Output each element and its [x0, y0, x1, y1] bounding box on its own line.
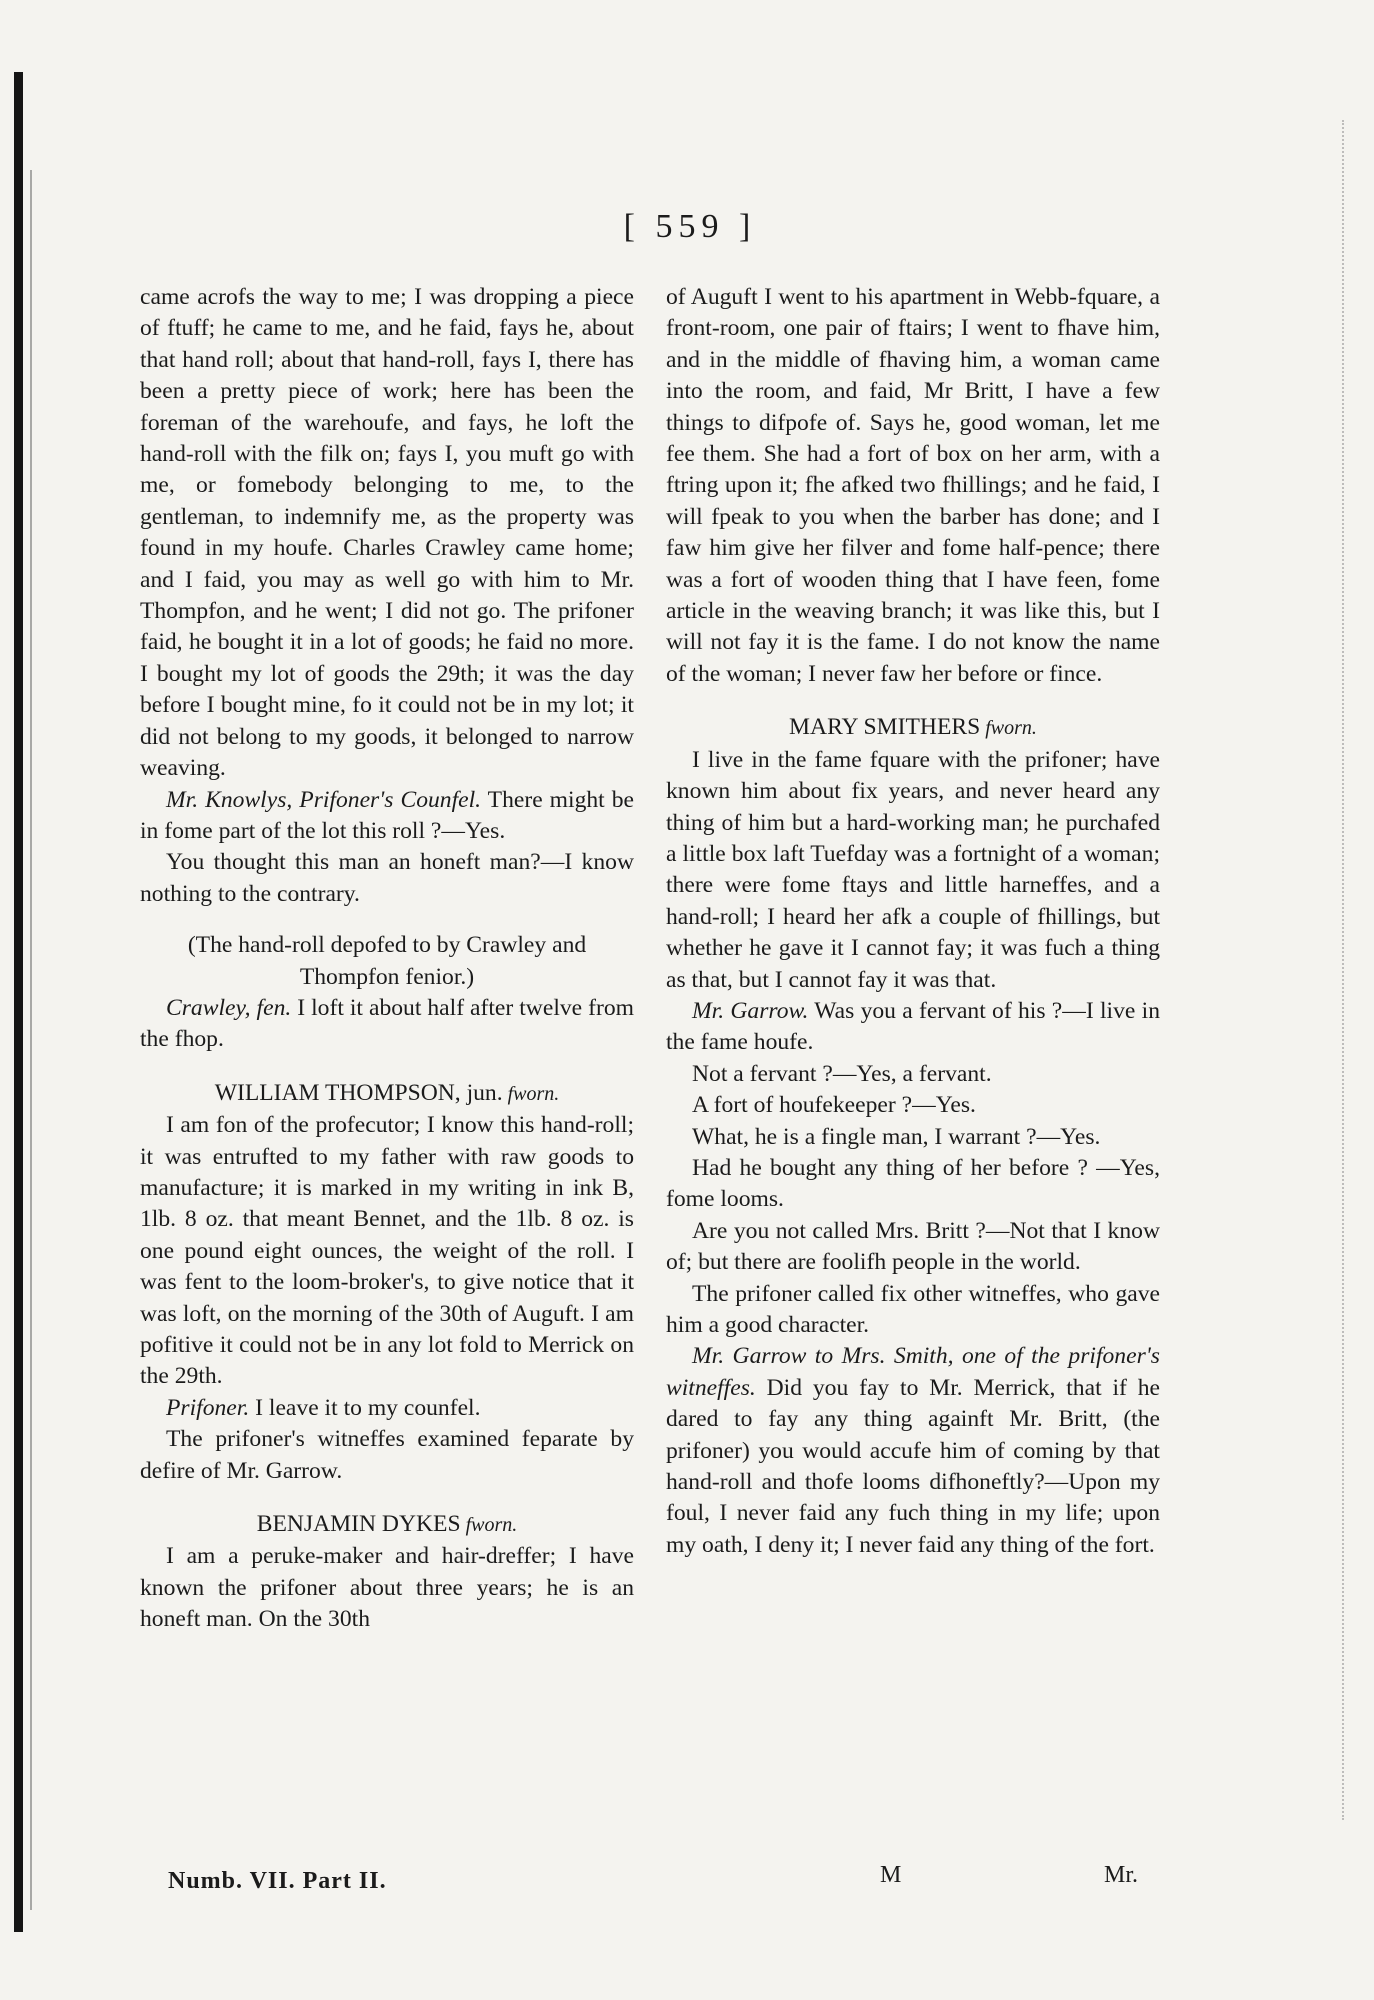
paragraph-text: Not a fervant ?—Yes, a fervant.: [692, 1060, 992, 1087]
right-column: [666, 282, 1160, 1561]
testimony-paragraph: [140, 785, 634, 848]
book-spine-shadow: [14, 72, 23, 1932]
witness-heading: [666, 712, 1160, 744]
paragraph-text: I am a peruke-maker and hair-dreffer; I have known the prifoner about three years; he is an honeft man. On the 30th: [140, 1543, 634, 1633]
paragraph-text: Did you fay to Mr. Merrick, that if he dared to fay any thing againft Mr. Britt, (the prifoner) you would accufe him of coming by that hand-roll and thofe looms difhoneftly?—Upon my foul, I never faid any fuch thing in my life; upon my oath, I deny it; I never faid any thing of the fort.: [666, 1374, 1160, 1558]
paragraph-text: There might be in fome part of the lot this roll ?—Yes.: [140, 786, 634, 844]
paragraph-text: (The hand-roll depofed to by Crawley and Thompfon fenior.): [187, 932, 587, 990]
testimony-paragraph: [140, 1110, 634, 1393]
testimony-paragraph: [666, 1059, 1160, 1090]
speaker-label: Mr. Knowlys, Prifoner's Counfel.: [166, 786, 482, 813]
testimony-paragraph: [140, 847, 634, 910]
paragraph-text: came acrofs the way to me; I was dropping a piece of ftuff; he came to me, and he faid, fays he, about that hand roll; about that hand-roll, fays I, there has been a pretty piece of work; here has been the foreman of the warehoufe, and fays, he loft the hand-roll with the filk on; fays I, you muft go with me, or fomebody belonging to me, to the gentleman, to indemnify me, as the property was found in my houfe. Charles Crawley came home; and I faid, you may as well go with him to Mr. Thompfon, and he went; I did not go. The prifoner faid, he bought it in a lot of goods; he faid no more. I bought my lot of goods the 29th; it was the day before I bought mine, fo it could not be in my lot; it did not belong to my goods, it belonged to narrow weaving.: [140, 284, 634, 782]
testimony-paragraph: [140, 1424, 634, 1487]
sworn-label: fworn.: [502, 1082, 560, 1105]
paragraph-text: Had he bought any thing of her before ? —Yes, fome looms.: [666, 1154, 1160, 1213]
paragraph-text: What, he is a fingle man, I warrant ?—Yes.: [692, 1123, 1101, 1150]
paragraph-text: Was you a fervant of his ?—I live in the fame houfe.: [666, 997, 1160, 1056]
paragraph-text: I loft it about half after twelve from the fhop.: [140, 994, 634, 1053]
paragraph-text: A fort of houfekeeper ?—Yes.: [692, 1092, 976, 1119]
witness-name: WILLIAM THOMPSON, jun.: [214, 1079, 503, 1106]
paragraph-text: I am fon of the profecutor; I know this hand-roll; it was entrufted to my father with raw goods to manufacture; it is marked in my writing in ink B, 1lb. 8 oz. that meant Bennet, and the 1lb. 8 oz. is one pound eight ounces, the weight of the roll. I was fent to the loom-broker's, to give notice that it was loft, on the morning of the 30th of Auguft. I am pofitive it could not be in any lot fold to Merrick on the 29th.: [140, 1112, 634, 1390]
speaker-label: Crawley, fen.: [166, 994, 292, 1021]
signature-line-part: Numb. VII. Part II.: [168, 1868, 387, 1894]
witness-heading: [140, 1078, 634, 1110]
testimony-paragraph: [666, 282, 1160, 690]
testimony-paragraph: [666, 745, 1160, 996]
testimony-paragraph: [140, 282, 634, 785]
sworn-label: fworn.: [980, 717, 1037, 740]
paragraph-text: I live in the fame fquare with the prifoner; have known him about fix years, and never heard any thing of him but a hard-working man; he purchafed a little box laft Tuefday was a fortnight of a woman; there were fome ftays and little harneffes, and a hand-roll; I heard her afk a couple of fhillings, but whether he gave it I cannot fay; it was fuch a thing as that, but I cannot fay it was that.: [666, 746, 1160, 993]
testimony-paragraph: [666, 1122, 1160, 1153]
testimony-paragraph: [666, 996, 1160, 1059]
speaker-label: Prifoner.: [166, 1394, 250, 1421]
witness-heading: [140, 1509, 634, 1541]
paragraph-text: You thought this man an honeft man?—I know nothing to the contrary.: [140, 849, 634, 907]
testimony-paragraph: [140, 1541, 634, 1635]
paragraph-text: The prifoner's witneffes examined feparate by defire of Mr. Garrow.: [140, 1426, 634, 1484]
testimony-paragraph: [666, 1216, 1160, 1279]
left-column: [140, 282, 634, 1636]
page-number: [ 559 ]: [623, 208, 757, 245]
testimony-paragraph: [666, 1279, 1160, 1342]
signature-mark: M: [880, 1862, 902, 1888]
speaker-label: Mr. Garrow to Mrs. Smith, one of the prifoner's witneffes.: [666, 1343, 1160, 1401]
gutter-line: [30, 170, 32, 1910]
testimony-paragraph: [666, 1090, 1160, 1121]
bracketed-note: [140, 930, 634, 993]
paragraph-text: The prifoner called fix other witneffes, who gave him a good character.: [666, 1280, 1160, 1338]
catchword: Mr.: [1104, 1862, 1139, 1888]
testimony-paragraph: [140, 1393, 634, 1424]
sworn-label: fworn.: [460, 1514, 518, 1537]
witness-name: BENJAMIN DYKES: [256, 1511, 461, 1538]
paragraph-text: I leave it to my counfel.: [255, 1394, 481, 1421]
speaker-label: Mr. Garrow.: [692, 997, 809, 1024]
testimony-paragraph: [140, 993, 634, 1056]
paragraph-text: Are you not called Mrs. Britt ?—Not that I know of; but there are foolifh people in the world.: [666, 1217, 1160, 1276]
margin-scan-marks: [1334, 120, 1344, 1820]
testimony-paragraph: [666, 1153, 1160, 1216]
witness-name: MARY SMITHERS: [789, 714, 981, 741]
testimony-paragraph: [666, 1341, 1160, 1561]
paragraph-text: of Auguft I went to his apartment in Webb-fquare, a front-room, one pair of ftairs; I went to fhave him, and in the middle of fhaving him, a woman came into the room, and faid, Mr Britt, I have a few things to difpofe of. Says he, good woman, let me fee them. She had a fort of box on her arm, with a ftring upon it; fhe afked two fhillings; and he faid, I will fpeak to you when the barber has done; and I faw him give her filver and fome half-pence; there was a fort of wooden thing that I have feen, fome article in the weaving branch; it was like this, but I will not fay it is the fame. I do not know the name of the woman; I never faw her before or fince.: [666, 284, 1160, 687]
